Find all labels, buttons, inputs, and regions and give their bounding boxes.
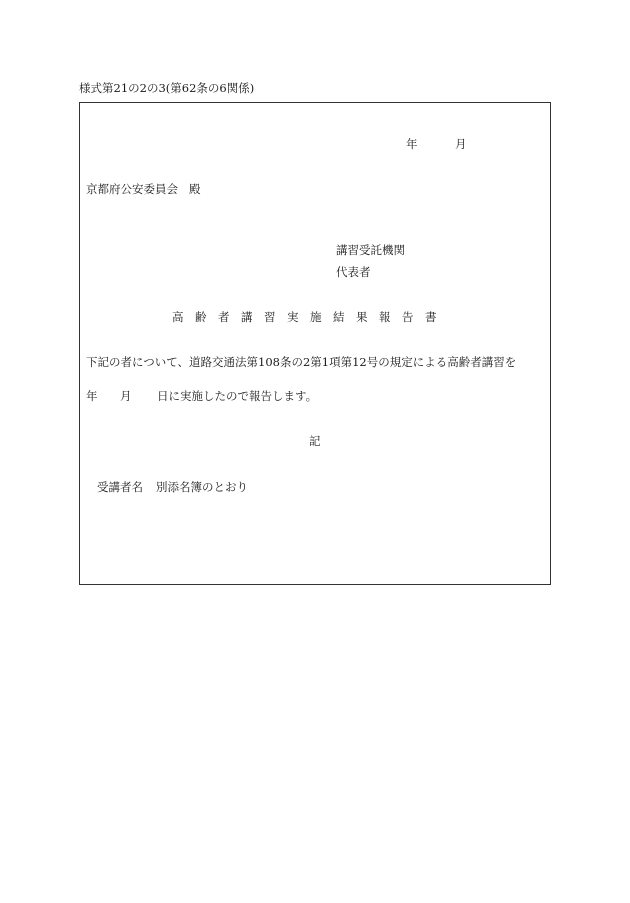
date-month-label: 月 [455, 137, 467, 151]
document-title: 高齢者講習実施結果報告書 [172, 310, 448, 324]
date-year-label: 年 [406, 137, 418, 151]
sender-representative: 代表者 [336, 265, 371, 279]
report-body-year-label: 年 [86, 389, 98, 403]
report-body-line1: 下記の者について、道路交通法第108条の2第1項第12号の規定による高齢者講習を [86, 355, 517, 369]
form-number: 様式第21の2の3(第62条の6関係) [79, 81, 255, 95]
note-heading: 記 [309, 434, 321, 448]
recipient-honorific: 殿 [189, 182, 201, 196]
attendee-value: 別添名簿のとおり [156, 480, 248, 494]
form-frame [79, 102, 551, 585]
report-body-day-text: 日に実施したので報告します。 [157, 389, 318, 403]
attendee-label: 受講者名 [97, 480, 143, 494]
recipient-name: 京都府公安委員会 [86, 182, 178, 196]
sender-organization: 講習受託機関 [336, 243, 405, 257]
report-body-month-label: 月 [120, 389, 132, 403]
